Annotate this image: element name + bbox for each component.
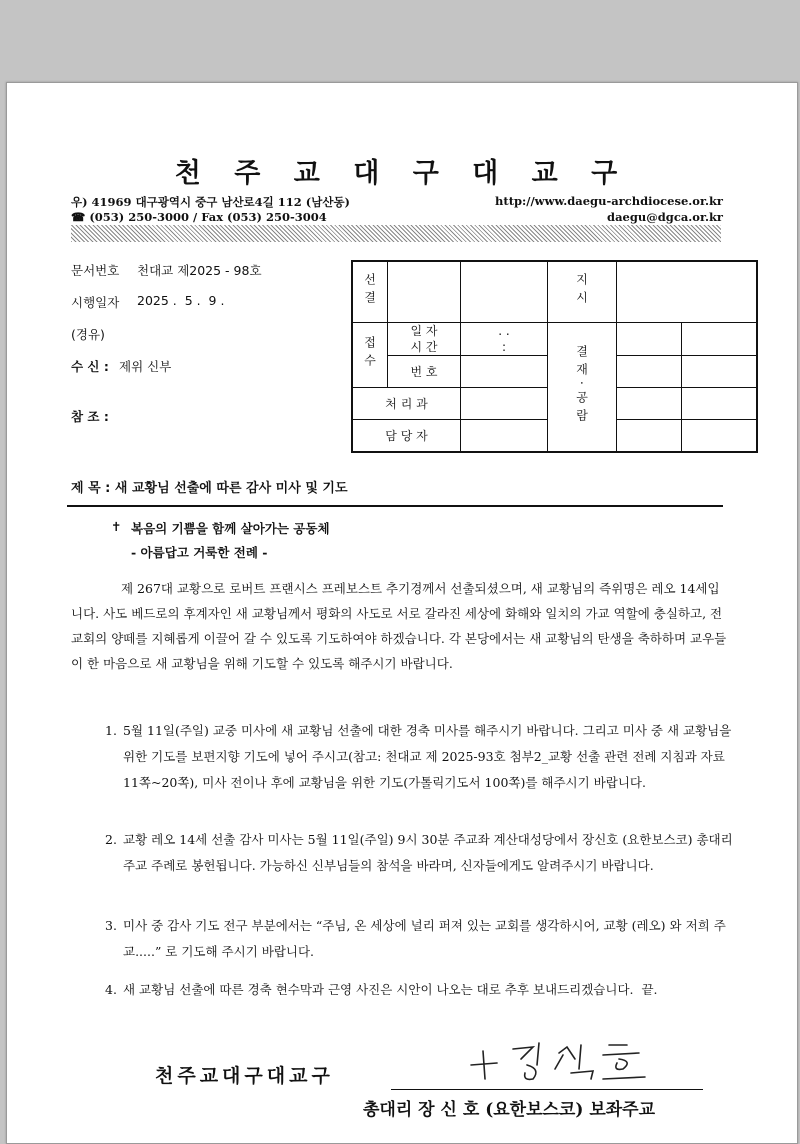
item-2-number: 2. <box>105 832 117 847</box>
signature-image <box>463 1035 653 1087</box>
number-label: 번 호 <box>388 356 461 388</box>
date-dots: . . <box>498 324 510 338</box>
phone-fax: ☎ (053) 250-3000 / Fax (053) 250-3004 <box>71 210 327 224</box>
jeopsu-label: 접수 <box>362 335 377 372</box>
department-label: 처 리 과 <box>352 388 461 420</box>
organization-name: 천주교대구대교구 <box>155 1065 334 1087</box>
time-field-label: 시 간 <box>410 340 438 354</box>
doc-number-label: 문서번호 <box>71 263 120 278</box>
officer-label: 담 당 자 <box>352 420 461 453</box>
signature-line <box>391 1089 703 1090</box>
date-field-label: 일 자 <box>410 324 438 338</box>
recipient: 제위 신부 <box>119 359 172 374</box>
header-pattern-divider <box>71 225 721 242</box>
item-1-text: 5월 11일(주일) 교중 미사에 새 교황님 선출에 대한 경축 미사를 해주시기 바랍니다. 그리고 미사 중 새 교황님을 위한 기도를 보편지향 기도에 넣어 주시고(참고: 천대교 제 2025-93호 첨부2_교황 선출 관련 전례 지침과 자료 11쪽~20쪽), 미사 전이나 후에 교황님을 위한 기도(가톨릭기도서 100쪽)를 해주시기 바랍니다. <box>123 723 732 790</box>
motto-line1: 복음의 기쁨을 함께 살아가는 공동체 <box>131 521 330 536</box>
recipient-label: 수 신 : <box>71 359 109 374</box>
reference-label: 참 조 : <box>71 409 109 424</box>
website: http://www.daegu-archdiocese.or.kr <box>495 194 723 208</box>
subject-divider <box>67 505 723 507</box>
seongyeol-label: 선결 <box>362 272 377 309</box>
item-4-number: 4. <box>105 982 117 997</box>
item-4-text: 새 교황님 선출에 따른 경축 현수막과 근영 사진은 시안이 나오는 대로 추후 보내드리겠습니다. 끝. <box>123 982 658 997</box>
cross-icon: ✝ <box>111 519 122 534</box>
doc-number: 천대교 제2025 - 98호 <box>137 263 262 278</box>
email: daegu@dgca.or.kr <box>607 210 723 224</box>
gyeoljae-label: 결재·공람 <box>574 344 589 427</box>
signer: 총대리 장 신 호 (요한보스코) 보좌주교 <box>363 1100 656 1120</box>
item-3-text: 미사 중 감사 기도 전구 부분에서는 “주님, 온 세상에 널리 퍼져 있는 교회를 생각하시어, 교황 (레오) 와 저희 주교.....” 로 기도해 주시기 바랍니다. <box>123 918 726 959</box>
jisi-label: 지시 <box>574 272 589 309</box>
via: (경유) <box>71 327 105 342</box>
item-3-number: 3. <box>105 918 117 933</box>
subject-label: 제 목 : <box>71 481 111 496</box>
approval-table <box>351 260 758 453</box>
document-page <box>6 82 798 1144</box>
item-2-text: 교황 레오 14세 선출 감사 미사는 5월 11일(주일) 9시 30분 주교좌 계산대성당에서 장신호 (요한보스코) 총대리 주교 주례로 봉헌됩니다. 가능하신 신부님들의 참석을 바라며, 신자들에게도 알려주시기 바랍니다. <box>123 832 733 873</box>
address: 우) 41969 대구광역시 중구 남산로4길 112 (남산동) <box>71 195 350 209</box>
motto-line2: - 아름답고 거룩한 전례 - <box>131 545 268 560</box>
item-1-number: 1. <box>105 723 117 738</box>
time-colon: : <box>501 340 507 354</box>
date-label: 시행일자 <box>71 295 120 310</box>
issue-date: 2025 . 5 . 9 . <box>137 293 225 308</box>
letterhead-title: 천 주 교 대 구 대 교 구 <box>174 158 630 189</box>
intro-paragraph: 제 267대 교황으로 로버트 프랜시스 프레보스트 추기경께서 선출되셨으며, 새 교황님의 즉위명은 레오 14세입니다. 사도 베드로의 후계자인 새 교황님께서 평화의 사도로 서로 갈라진 세상에 화해와 일치의 가교 역할에 충실하고, 전 교회의 양떼를 지혜롭게 이끌어 갈 수 있도록 기도하여야 하겠습니다. 각 본당에서는 새 교황님의 탄생을 축하하며 교우들이 한 마음으로 새 교황님을 위해 기도할 수 있도록 해주시기 바랍니다. <box>71 581 727 671</box>
subject <box>71 477 348 496</box>
subject-text: 새 교황님 선출에 따른 감사 미사 및 기도 <box>114 481 348 496</box>
